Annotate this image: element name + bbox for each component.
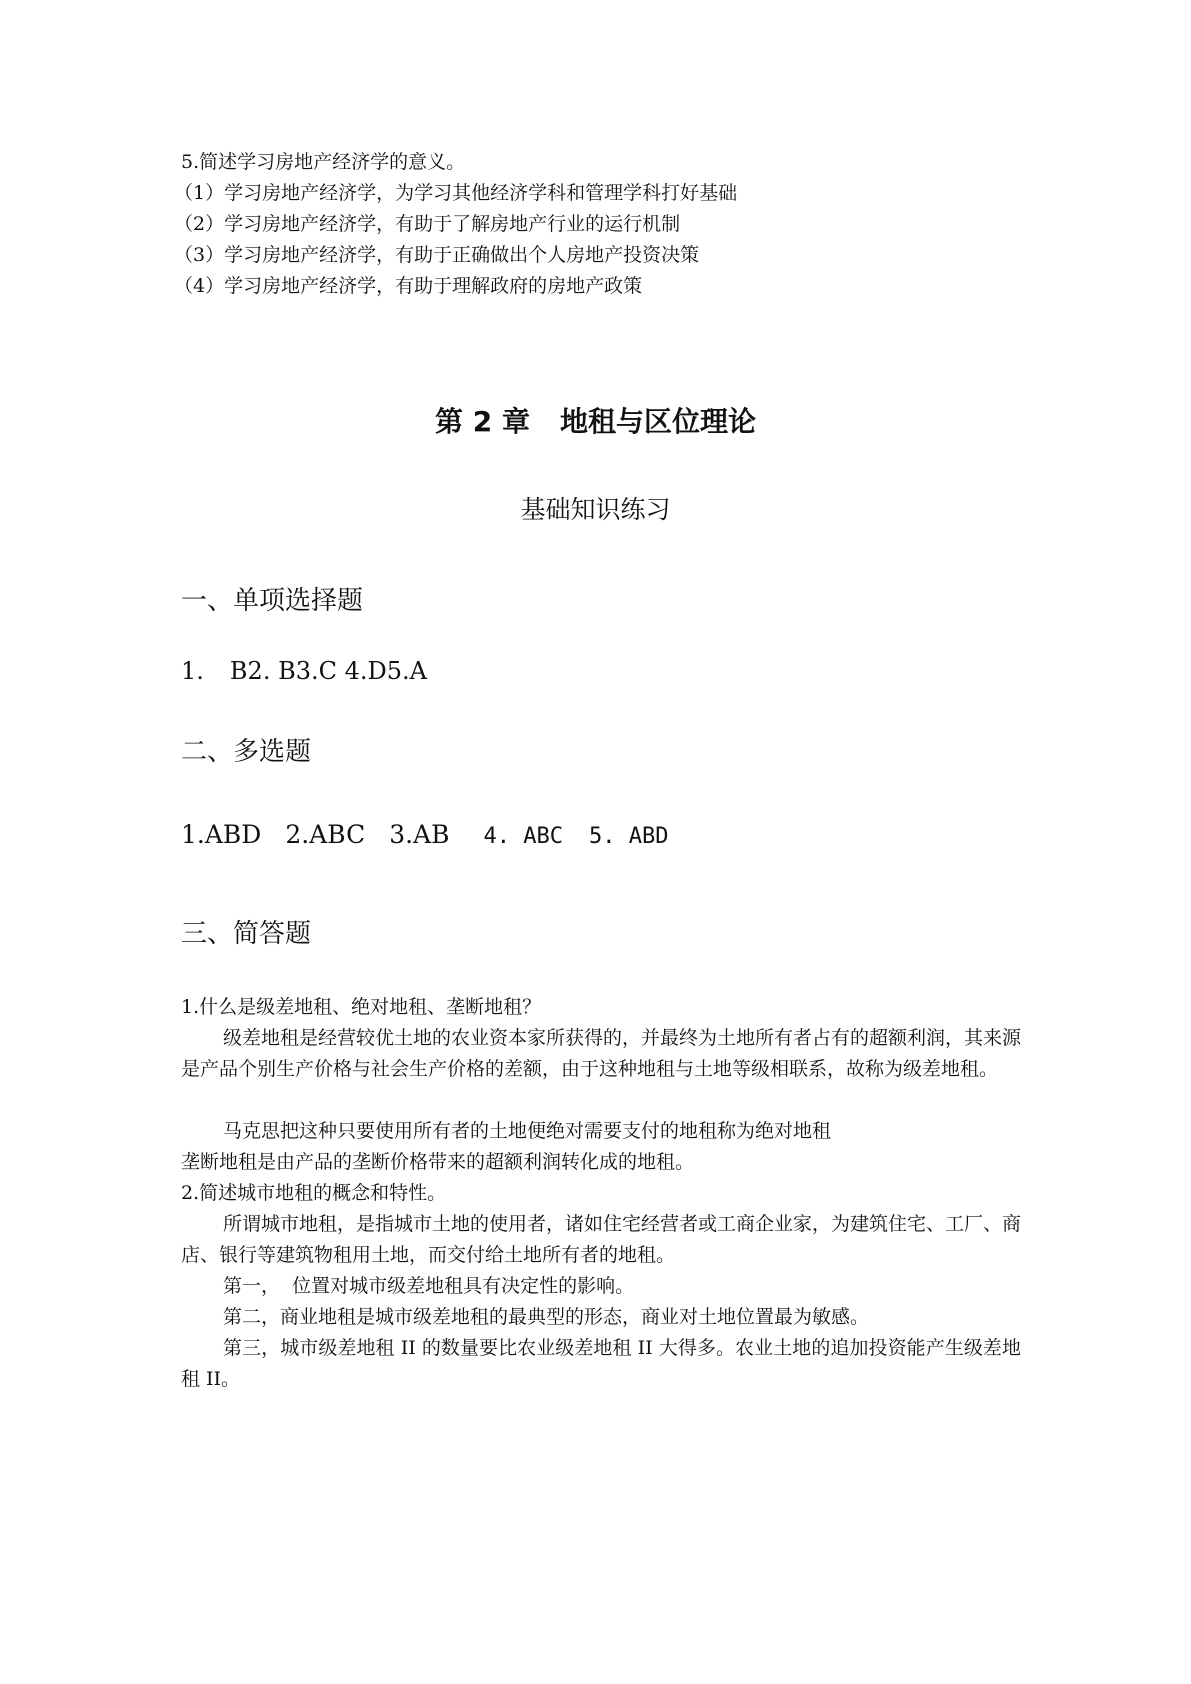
q1-paragraph-2: 马克思把这种只要使用所有者的土地便绝对需要支付的地租称为绝对地租 xyxy=(223,1120,832,1142)
q2-paragraph-2: 第一， 位置对城市级差地租具有决定性的影响。 xyxy=(223,1275,635,1297)
multi-choice-answers xyxy=(181,820,668,849)
question-5: 5.简述学习房地产经济学的意义。 xyxy=(181,151,466,173)
q2-paragraph-1: 所谓城市地租，是指城市土地的使用者，诸如住宅经营者或工商企业家，为建筑住宅、工厂、商店、银行等建筑物租用土地，而交付给土地所有者的地租。 xyxy=(181,1213,1022,1266)
multi-answer-1: 1.ABD xyxy=(181,820,262,849)
chapter-title xyxy=(0,400,1191,440)
multi-answer-4: 4. ABC xyxy=(483,824,563,849)
q1-paragraph-3: 垄断地租是由产品的垄断价格带来的超额利润转化成的地租。 xyxy=(181,1151,695,1173)
multi-answer-5: 5. ABD xyxy=(588,824,669,849)
multi-answer-3: 3.AB xyxy=(389,820,450,849)
answer-item-2: （2）学习房地产经济学，有助于了解房地产行业的运行机制 xyxy=(174,213,681,235)
short-question-1: 1.什么是级差地租、绝对地租、垄断地租？ xyxy=(181,996,542,1018)
single-choice-answers-num: 1. xyxy=(181,657,204,685)
single-choice-answers-text: B2. B3.C 4.D5.A xyxy=(229,657,427,685)
q2-paragraph-3: 第二，商业地租是城市级差地租的最典型的形态，商业对土地位置最为敏感。 xyxy=(223,1306,870,1328)
q1-paragraph-1: 级差地租是经营较优土地的农业资本家所获得的，并最终为土地所有者占有的超额利润，其来源是产品个别生产价格与社会生产价格的差额，由于这种地租与土地等级相联系，故称为级差地租。 xyxy=(181,1027,1022,1080)
short-question-2: 2.简述城市地租的概念和特性。 xyxy=(181,1182,447,1204)
chapter-number: 第 2 章 xyxy=(435,405,530,438)
section-subtitle: 基础知识练习 xyxy=(520,495,671,524)
single-choice-answers xyxy=(181,657,427,685)
answer-item-3: （3）学习房地产经济学，有助于正确做出个人房地产投资决策 xyxy=(174,244,700,266)
answer-item-4: （4）学习房地产经济学，有助于理解政府的房地产政策 xyxy=(174,275,643,297)
multi-choice-heading: 二、多选题 xyxy=(181,737,312,767)
short-answer-heading: 三、简答题 xyxy=(181,919,312,949)
multi-answer-2: 2.ABC xyxy=(285,820,366,849)
q2-paragraph-4: 第三，城市级差地租 II 的数量要比农业级差地租 II 大得多。农业土地的追加投资能产生级差地租 II。 xyxy=(181,1337,1021,1390)
single-choice-heading: 一、单项选择题 xyxy=(181,586,364,616)
chapter-name: 地租与区位理论 xyxy=(559,405,756,438)
answer-item-1: （1）学习房地产经济学，为学习其他经济学科和管理学科打好基础 xyxy=(174,182,738,204)
